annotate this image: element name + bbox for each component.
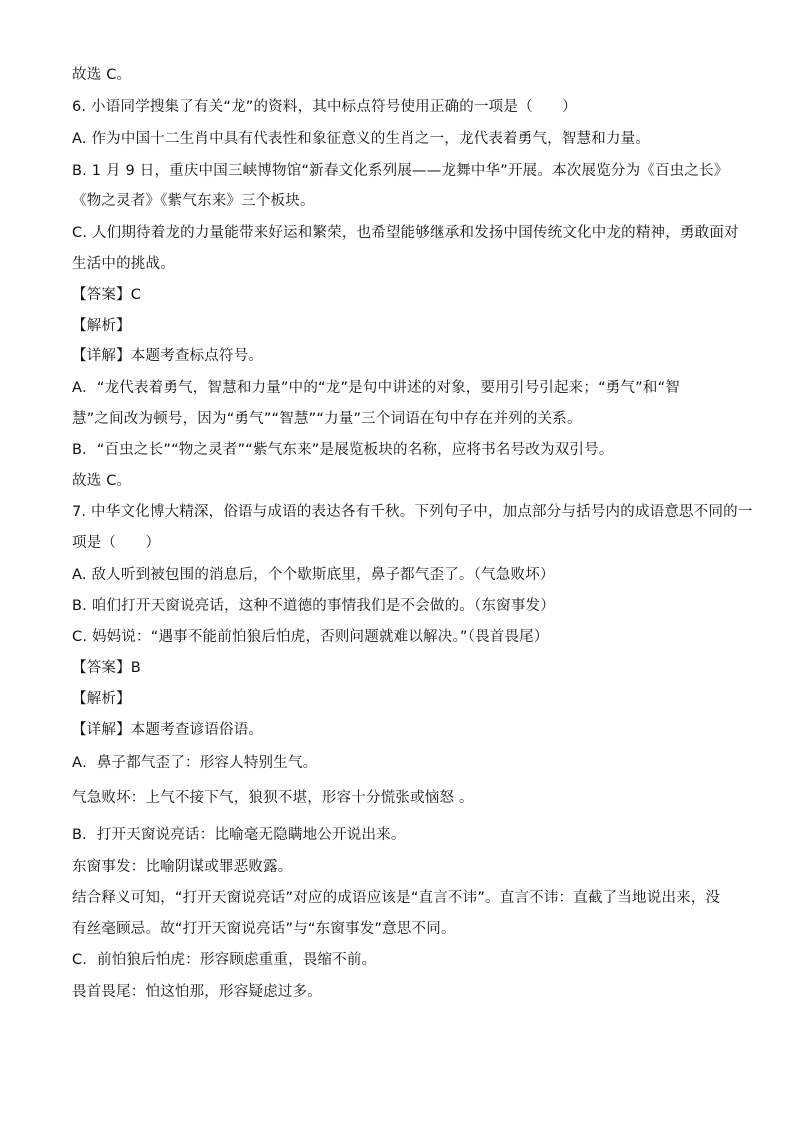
detail-line: 【详解】本题考查谚语俗语。 bbox=[72, 722, 264, 738]
question-6-option-c-cont: 生活中的挑战。 bbox=[72, 256, 175, 272]
explanation-line: 东窗事发：比喻阴谋或罪恶败露。 bbox=[72, 859, 293, 875]
conclusion-line: 故选 C。 bbox=[72, 473, 132, 489]
question-6-option-c: C. 人们期待着龙的力量能带来好运和繁荣，也希望能够继承和发扬中国传统文化中龙的精神，勇敢面对 bbox=[72, 225, 739, 241]
question-7-option-a: A. 敌人听到被包围的消息后，个个歇斯底里，鼻子都气歪了。（气急败坏） bbox=[72, 567, 555, 583]
question-7-stem: 7. 中华文化博大精深，俗语与成语的表达各有千秋。下列句子中，加点部分与括号内的成语意思不同的一 bbox=[72, 504, 753, 520]
explanation-line: B．“百虫之长”“物之灵者”“紫气东来”是展览板块的名称，应将书名号改为双引号。 bbox=[72, 442, 614, 458]
question-6-option-a: A. 作为中国十二生肖中具有代表性和象征意义的生肖之一，龙代表着勇气，智慧和力量。 bbox=[72, 131, 651, 147]
explanation-line: 慧”之间改为顿号，因为“勇气”“智慧”“力量”三个词语在句中存在并列的关系。 bbox=[72, 411, 582, 427]
explanation-line: 有丝毫顾忌。故“打开天窗说亮话”与“东窗事发”意思不同。 bbox=[72, 921, 456, 937]
explanation-line: 结合释义可知，“打开天窗说亮话”对应的成语应该是“直言不讳”。直言不讳：直截了当地说出来，没 bbox=[72, 890, 721, 906]
explanation-line: 畏首畏尾：怕这怕那，形容疑虑过多。 bbox=[72, 984, 322, 1000]
explanation-line: B．打开天窗说亮话：比喻毫无隐瞒地公开说出来。 bbox=[72, 827, 406, 843]
explanation-line: C．前怕狼后怕虎：形容顾虑重重，畏缩不前。 bbox=[72, 952, 377, 968]
answer-label: 【答案】C bbox=[72, 287, 142, 303]
question-7-option-c: C. 妈妈说：“遇事不能前怕狼后怕虎，否则问题就难以解决。”（畏首畏尾） bbox=[72, 629, 549, 645]
answer-label: 【答案】B bbox=[72, 660, 141, 676]
question-7-option-b: B. 咱们打开天窗说亮话，这种不道德的事情我们是不会做的。（东窗事发） bbox=[72, 598, 555, 614]
conclusion-line: 故选 C。 bbox=[72, 67, 132, 83]
explanation-line: A．“龙代表着勇气，智慧和力量”中的“龙”是句中讲述的对象，要用引号引起来；“勇气”和“智 bbox=[72, 380, 680, 396]
explanation-line: A．鼻子都气歪了：形容人特别生气。 bbox=[72, 755, 318, 771]
analysis-label: 【解析】 bbox=[72, 691, 131, 707]
detail-line: 【详解】本题考查标点符号。 bbox=[72, 348, 264, 364]
explanation-line: 气急败坏：上气不接下气，狼狈不堪，形容十分慌张或恼怒 。 bbox=[72, 790, 474, 806]
question-6-option-b-cont: 《物之灵者》《紫气东来》三个板块。 bbox=[72, 193, 315, 209]
analysis-label: 【解析】 bbox=[72, 318, 131, 334]
question-7-stem-cont: 项是（ ） bbox=[72, 535, 161, 551]
question-6-stem: 6. 小语同学搜集了有关“龙”的资料，其中标点符号使用正确的一项是（ ） bbox=[72, 99, 577, 115]
question-6-option-b: B. 1 月 9 日，重庆中国三峡博物馆“新春文化系列展——龙舞中华”开展。本次展览分为《百虫之长》 bbox=[72, 163, 729, 179]
